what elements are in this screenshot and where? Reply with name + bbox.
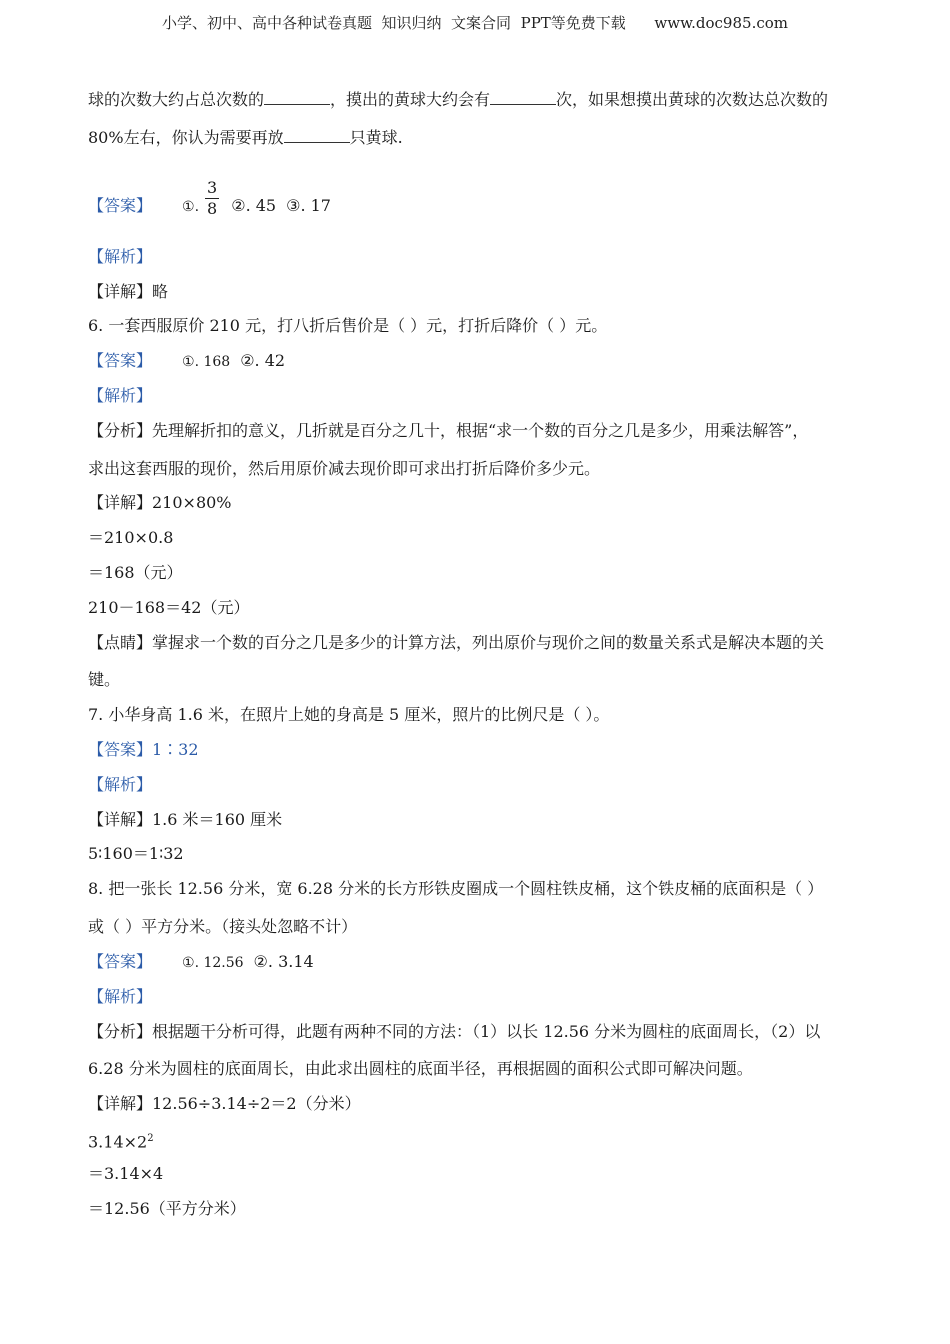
q5-text-b: ，摸出的黄球大约会有 — [330, 90, 491, 109]
q6-answer-line — [88, 350, 285, 373]
q5-text-e: 只黄球. — [349, 128, 403, 147]
fraction-numerator: 3 — [207, 178, 218, 197]
answer-tag: 【答案】 — [88, 196, 153, 215]
q7-answer-text: 【答案】1∶32 — [88, 740, 199, 759]
q7-detail-1: 【详解】1.6 米＝160 厘米 — [88, 810, 283, 829]
q8-detail-4: ＝12.56（平方分米） — [88, 1199, 246, 1218]
q7-analysis-tag: 【解析】 — [88, 775, 153, 794]
q7-answer — [88, 739, 199, 761]
q8-detail-2 — [88, 1128, 154, 1153]
q8-ans1: ①. 12.56 — [182, 955, 244, 971]
q6-analysis-1: 【分析】先理解折扣的意义，几折就是百分之几十，根据“求一个数的百分之几是多少，用乘法解答”， — [88, 421, 809, 440]
q6-detail-4: 210－168＝42（元） — [88, 598, 250, 617]
q8-detail-1: 【详解】12.56÷3.14÷2＝2（分米） — [88, 1094, 361, 1113]
q8-answer-line — [88, 951, 314, 974]
q8-detail-2-base: 3.14×2 — [88, 1132, 148, 1152]
q8-question-2: 或（ ）平方分米。（接头处忽略不计） — [88, 917, 358, 936]
q5-ans3: ③. 17 — [286, 196, 331, 215]
q5-text-c: 次，如果想摸出黄球的次数达总次数的 — [556, 90, 829, 109]
q8-analysis-2: 6.28 分米为圆柱的底面周长，由此求出圆柱的底面半径，再根据圆的面积公式即可解决问题。 — [88, 1059, 753, 1078]
q5-detail: 【详解】略 — [88, 282, 169, 301]
q8-analysis-1: 【分析】根据题干分析可得，此题有两种不同的方法：（1）以长 12.56 分米为圆柱的底面周长，（2）以 — [88, 1022, 821, 1041]
page-header: 小学、初中、高中各种试卷真题 知识归纳 文案合同 PPT等免费下载 www.doc985.com — [161, 14, 788, 32]
q5-ans1-mark: ①. — [182, 199, 200, 215]
q6-question: 6. 一套西服原价 210 元，打八折后售价是（ ）元，打折后降价（ ）元。 — [88, 316, 608, 335]
q8-ans2: ②. 3.14 — [253, 952, 314, 971]
q6-analysis-tag: 【解析】 — [88, 386, 153, 405]
q5-ans1-fraction — [205, 178, 219, 219]
q5-answer-line — [88, 178, 331, 227]
q6-detail-1: 【详解】210×80% — [88, 493, 232, 512]
q5-text-d: 80%左右，你认为需要再放 — [88, 128, 284, 147]
q6-analysis-2: 求出这套西服的现价，然后用原价减去现价即可求出打折后降价多少元。 — [88, 459, 601, 478]
q6-tip-1: 【点睛】掌握求一个数的百分之几是多少的计算方法，列出原价与现价之间的数量关系式是解决本题的关 — [88, 633, 825, 652]
q5-blank-2 — [490, 90, 556, 105]
q8-detail-2-exponent: 2 — [147, 1133, 154, 1144]
q7-question: 7. 小华身高 1.6 米，在照片上她的身高是 5 厘米，照片的比例尺是（ ）。 — [88, 705, 610, 724]
q5-blank-3 — [284, 128, 350, 143]
q6-ans1: ①. 168 — [182, 354, 231, 370]
fraction-denominator: 8 — [207, 199, 218, 218]
answer-tag: 【答案】 — [88, 952, 153, 971]
q5-analysis-tag: 【解析】 — [88, 247, 153, 266]
q5-line1 — [88, 89, 828, 111]
q5-blank-1 — [264, 90, 330, 105]
q6-tip-2: 键。 — [88, 670, 121, 689]
q8-detail-3: ＝3.14×4 — [88, 1164, 164, 1183]
q5-line2 — [88, 127, 403, 149]
answer-tag: 【答案】 — [88, 351, 153, 370]
q8-analysis-tag: 【解析】 — [88, 987, 153, 1006]
q5-text-a: 球的次数大约占总次数的 — [88, 90, 265, 109]
q7-detail-2: 5∶160＝1∶32 — [88, 844, 184, 863]
q5-ans2: ②. 45 — [231, 196, 277, 215]
q6-ans2: ②. 42 — [240, 351, 286, 370]
q6-detail-2: ＝210×0.8 — [88, 528, 174, 547]
q6-detail-3: ＝168（元） — [88, 563, 183, 582]
q8-question-1: 8. 把一张长 12.56 分米，宽 6.28 分米的长方形铁皮圈成一个圆柱铁皮桶，这个铁皮桶的底面积是（ ） — [88, 879, 824, 898]
